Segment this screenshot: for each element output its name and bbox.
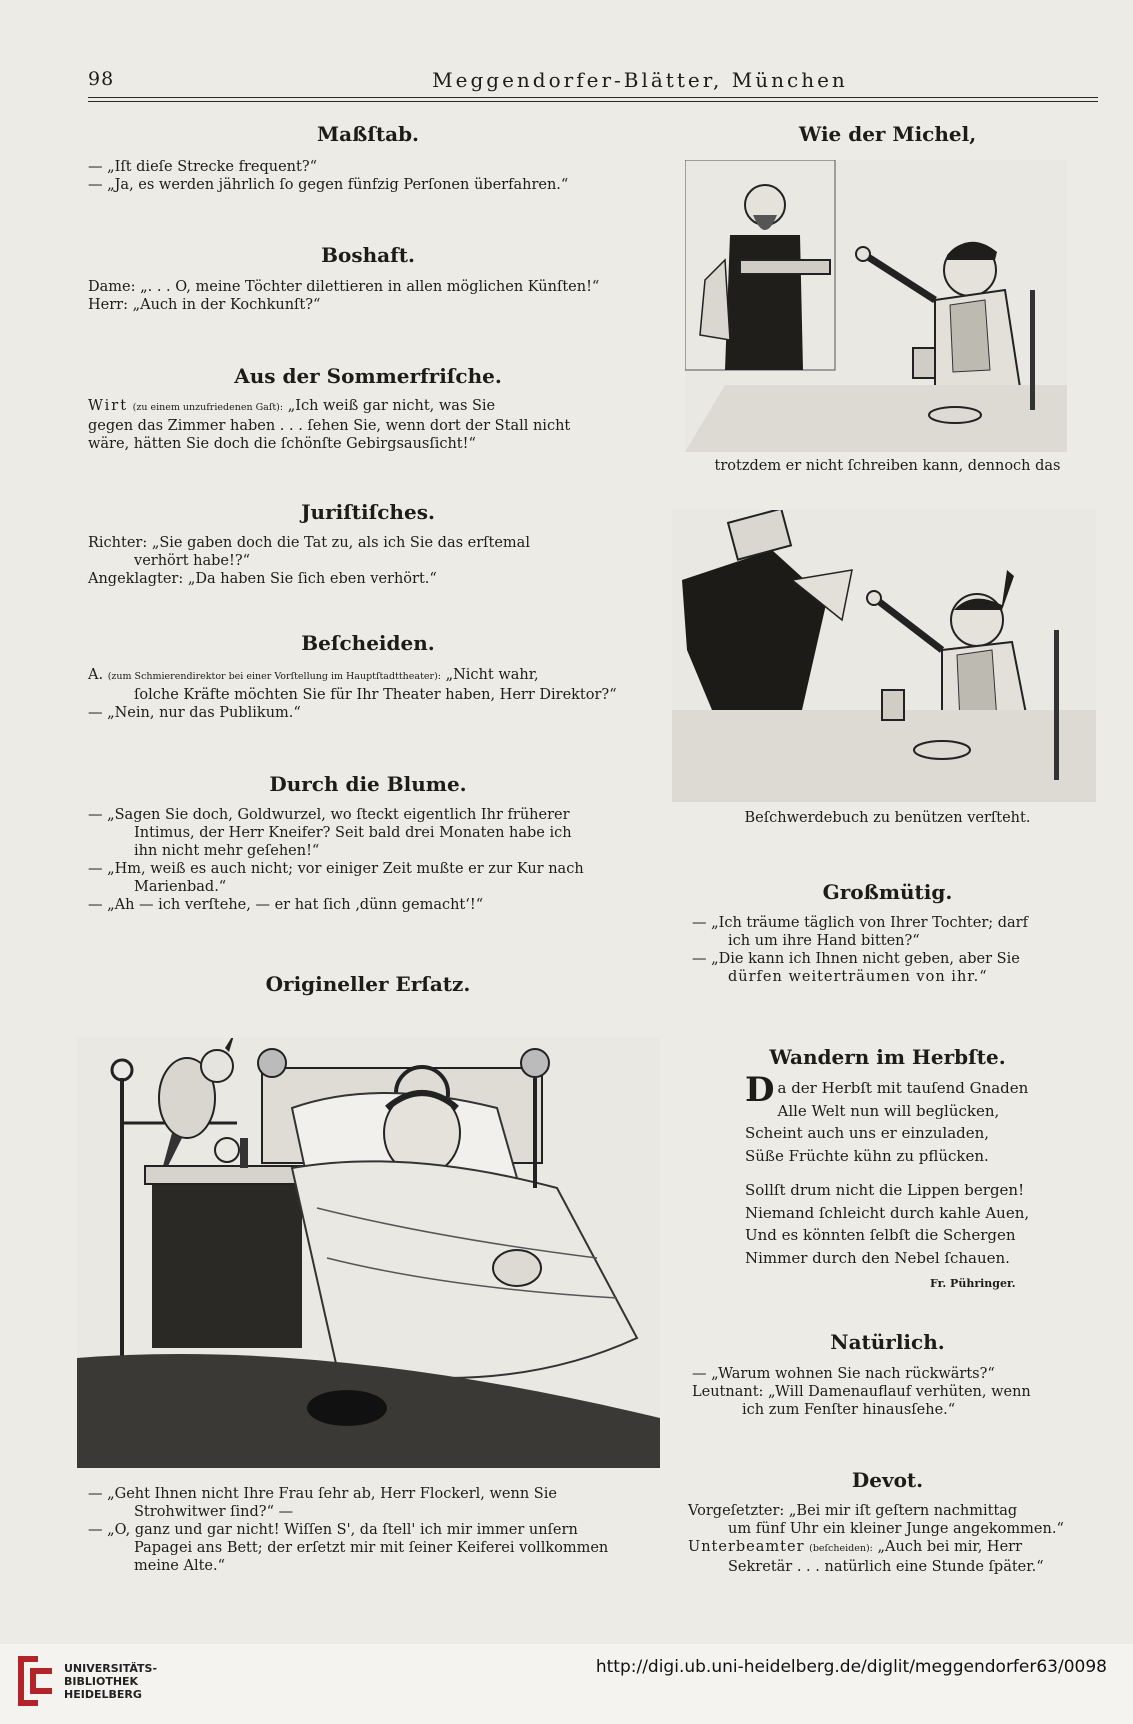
illustration-michel-2 [672, 510, 1096, 802]
article-title-natuerlich: Natürlich. [830, 1330, 945, 1354]
caption-michel-2: Beſchwerdebuch zu benützen verſteht. [744, 810, 1031, 826]
header-rule [88, 97, 1098, 98]
michel-drawing-2 [672, 510, 1096, 802]
article-ersatz: — „Geht Ihnen nicht Ihre Frau ſehr ab, Herr Flockerl, wenn Sie Strohwitwer ſind?“ — — „O, ganz und gar nicht! Wiſſen S', da ſtell' ich mir immer unſern Papagei ans Bett; der erſetzt mir mit ſeiner Keiferei vollkommen meine Alte.“ [88, 1486, 609, 1574]
article-bescheiden: A. (zum Schmierendirektor bei einer Vorſtellung im Hauptſtadttheater): „Nicht wahr, ſolche Kräfte möchten Sie für Ihr Theater haben, Herr Direktor?“ — „Nein, nur das Publikum.“ [88, 667, 617, 721]
article-title-bescheiden: Beſcheiden. [301, 631, 435, 655]
source-url-link[interactable]: http://digi.ub.uni-heidelberg.de/diglit/meggendorfer63/0098 [595, 1657, 1107, 1677]
article-juristisches: Richter: „Sie gaben doch die Tat zu, als ich Sie das erſtemal verhört habe!?“ Angeklagter: „Da haben Sie ſich eben verhört.“ [88, 535, 530, 587]
header-rule-2 [88, 101, 1098, 102]
article-title-blume: Durch die Blume. [269, 772, 467, 796]
article-title-grossmuetig: Großmütig. [822, 880, 953, 904]
library-name: UNIVERSITÄTS- BIBLIOTHEK HEIDELBERG [64, 1662, 158, 1701]
illustration-parrot-bed [77, 1038, 660, 1468]
article-title-ersatz: Origineller Erſatz. [265, 972, 471, 996]
parrot-bed-drawing [77, 1038, 660, 1468]
article-title-juristisches: Juriſtiſches. [301, 500, 435, 524]
article-grossmuetig: — „Ich träume täglich von Ihrer Tochter; darf ich um ihre Hand bitten?“ — „Die kann ich Ihnen nicht geben, aber Sie dürfen weiterträumen von ihr.“ [692, 915, 1028, 985]
poem-author: Fr. Pühringer. [930, 1277, 1016, 1290]
michel-drawing-1 [685, 160, 1067, 452]
illustration-michel-1 [685, 160, 1067, 452]
article-massstab: — „Iſt dieſe Strecke frequent?“ — „Ja, es werden jährlich ſo gegen fünfzig Perſonen überfahren.“ [88, 159, 569, 193]
article-natuerlich: — „Warum wohnen Sie nach rückwärts?“ Leutnant: „Will Damenauflauf verhüten, wenn ich zum Fenſter hinausſehe.“ [692, 1366, 1031, 1418]
article-sommerfrische: Wirt (zu einem unzufriedenen Gaſt): „Ich weiß gar nicht, was Sie gegen das Zimmer haben . . . ſehen Sie, wenn dort der Stall nicht wäre, hätten Sie doch die ſchönſte Gebirgsausſicht!“ [88, 398, 571, 452]
article-devot: Vorgeſetzter: „Bei mir iſt geſtern nachmittag um fünf Uhr ein kleiner Junge angekommen.“ Unterbeamter (beſcheiden): „Auch bei mir, Herr Sekretär . . . natürlich eine Stunde ſpäter.“ [688, 1503, 1064, 1575]
article-title-massstab: Maßſtab. [316, 122, 420, 146]
article-title-boshaft: Boshaft. [321, 243, 415, 267]
article-blume: — „Sagen Sie doch, Goldwurzel, wo ſteckt eigentlich Ihr früherer Intimus, der Herr Kneifer? Seit bald drei Monaten habe ich ihn nicht mehr geſehen!“ — „Hm, weiß es auch nicht; vor einiger Zeit mußte er zur Kur nach Marienbad.“ — „Ah — ich verſtehe, — er hat ſich ‚dünn gemacht‘!“ [88, 807, 584, 913]
ub-heidelberg-logo-icon [14, 1652, 56, 1710]
running-title: Meggendorfer-Blätter, München [432, 68, 848, 92]
article-title-wandern: Wandern im Herbſte. [769, 1045, 1006, 1069]
article-boshaft: Dame: „. . . O, meine Töchter dilettieren in allen möglichen Künſten!“ Herr: „Auch in der Kochkunſt?“ [88, 279, 600, 313]
article-title-devot: Devot. [851, 1468, 924, 1492]
poem-wandern: D a der Herbſt mit tauſend Gnaden Alle Welt nun will beglücken, Scheint auch uns er einzuladen, Süße Früchte kühn zu pflücken. Sollſt drum nicht die Lippen bergen! Niemand ſchleicht durch kahle Auen, Und es könnten ſelbſt die Schergen Nimmer durch den Nebel ſchauen. [745, 1070, 1030, 1267]
drop-cap: D [745, 1070, 775, 1110]
article-title-sommerfrische: Aus der Sommerfriſche. [234, 364, 502, 388]
footer-bar [0, 1644, 1133, 1724]
page-number: 98 [88, 68, 115, 90]
caption-michel-1: trotzdem er nicht ſchreiben kann, dennoch das [714, 458, 1061, 474]
article-title-michel: Wie der Michel, [798, 122, 977, 146]
